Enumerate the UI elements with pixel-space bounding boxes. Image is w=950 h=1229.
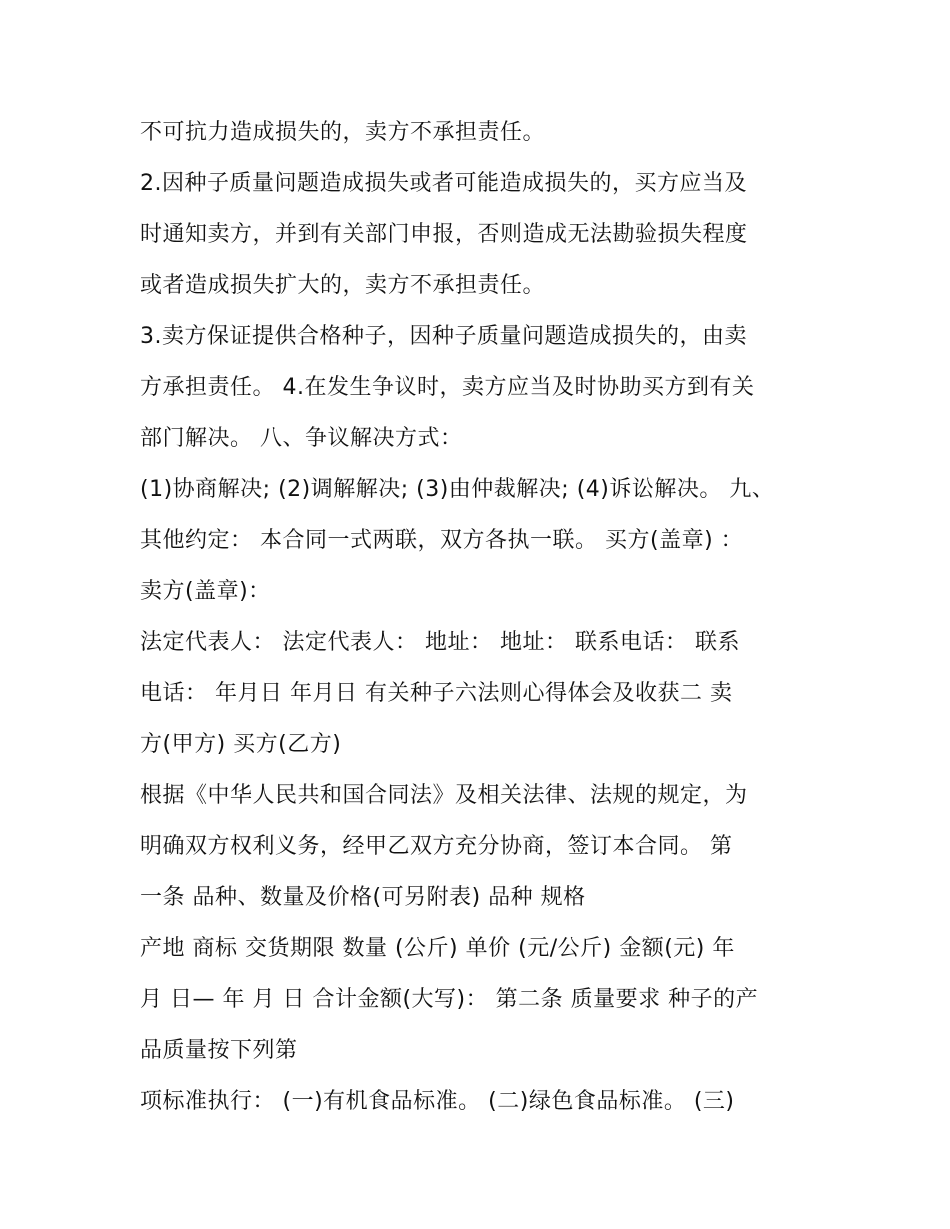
text-line: 卖方(盖章)： bbox=[140, 579, 271, 604]
text-line: 2.因种子质量问题造成损失或者可能造成损失的，买方应当及 bbox=[140, 171, 747, 196]
text-line: 不可抗力造成损失的，卖方不承担责任。 bbox=[140, 120, 546, 145]
text-line: 明确双方权利义务，经甲乙双方充分协商，签订本合同。 第 bbox=[140, 834, 733, 859]
document-body bbox=[140, 107, 820, 1127]
text-line: 品质量按下列第 bbox=[140, 1038, 298, 1063]
text-line: 法定代表人： 法定代表人： 地址： 地址： 联系电话： 联系 bbox=[140, 630, 740, 655]
text-line: 产地 商标 交货期限 数量 (公斤) 单价 (元/公斤) 金额(元) 年 bbox=[140, 936, 735, 961]
text-line: 部门解决。 八、争议解决方式： bbox=[140, 426, 463, 451]
text-line: 时通知卖方，并到有关部门申报，否则造成无法勘验损失程度 bbox=[140, 222, 748, 247]
text-line: (1)协商解决; (2)调解解决; (3)由仲裁解决; (4)诉讼解决。 九、 bbox=[140, 477, 775, 502]
text-line: 或者造成损失扩大的，卖方不承担责任。 bbox=[140, 273, 546, 298]
text-line: 月 日— 年 月 日 合计金额(大写)： 第二条 质量要求 种子的产 bbox=[140, 987, 759, 1012]
text-line: 其他约定： 本合同一式两联，双方各执一联。 买方(盖章) ： bbox=[140, 528, 744, 553]
text-line: 电话： 年月日 年月日 有关种子六法则心得体会及收获二 卖 bbox=[140, 681, 733, 706]
text-line: 3.卖方保证提供合格种子，因种子质量问题造成损失的，由卖 bbox=[140, 324, 747, 349]
text-line: 一条 品种、数量及价格(可另附表) 品种 规格 bbox=[140, 885, 586, 910]
text-line: 方承担责任。 4.在发生争议时，卖方应当及时协助买方到有关 bbox=[140, 375, 755, 400]
text-line: 根据《中华人民共和国合同法》及相关法律、法规的规定，为 bbox=[140, 783, 748, 808]
text-line: 方(甲方) 买方(乙方) bbox=[140, 732, 342, 757]
text-line: 项标准执行： (一)有机食品标准。 (二)绿色食品标准。 (三) bbox=[140, 1089, 735, 1114]
